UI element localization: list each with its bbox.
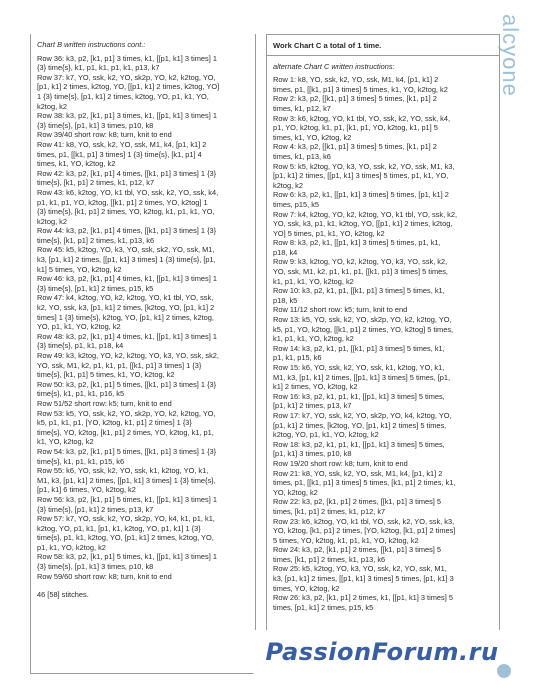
instruction-line: times, p15, k5 — [273, 199, 320, 209]
instruction-line: Row 47: k4, k2tog, YO, k2, k2tog, YO, k1 tbl, YO, ssk, — [37, 293, 214, 303]
instruction-line: Row 49: k3, k2tog, YO, k2, k2tog, YO, k3, YO, ssk, sk2, — [37, 351, 219, 360]
instruction-line: Row 24: k3, p2, [k1, p1] 2 times, [[k1, p1] 3 times] 5 — [273, 545, 442, 555]
instruction-line: [p1, k1] 2 times, k2tog, YO, [[p1, k1] 2 times, k2tog, YO] — [37, 82, 220, 92]
instruction-line: times, YO, k2tog, k2 — [273, 583, 340, 593]
instruction-line: Row 51/52 short row: k5; turn, knit to end — [37, 398, 172, 408]
instruction-line: k2, YO, ssk, k3, [p1, k1] 2 times, [k2tog, YO, [p1, k1] 2 — [37, 303, 215, 313]
instruction-line: Row 6: k3, p2, k1, [[p1, k1] 3 times] 5 times, [p1, k1] 2 — [273, 190, 449, 200]
instruction-line: 5 times, YO, k2tog, k1, p1, k1, YO, k2tog, k2 — [273, 535, 419, 545]
instruction-line: k1] 2 times, YO, k2tog, k2 — [273, 382, 358, 392]
instruction-line: {3} time{s}, [p1, k1] 3 times, p10, k8 — [37, 120, 154, 130]
instruction-line: 1 {3} time{s}, [p1, k1] 2 times, k2tog, YO, p1, k1, YO, — [37, 91, 209, 101]
instruction-line: YO, k2tog, k2 — [273, 487, 318, 497]
instruction-line: time{s}, k1, p1, k1, p16, k5 — [37, 389, 125, 399]
instruction-line: Row 17: k7, YO, ssk, k2, YO, sk2p, YO, k4, k2tog, YO, — [273, 410, 452, 420]
instruction-line: time{s}, YO, k2tog, [k1, p1] 2 times, YO, k2tog, k1, p1, — [37, 427, 214, 437]
instruction-line: Row 1: k8, YO, ssk, k2, YO, ssk, M1, k4, [p1, k1] 2 — [273, 75, 439, 85]
instruction-line: time{s}, [k1, p1] 2 times, k1, p12, k7 — [37, 178, 155, 188]
instruction-line: times, [k1, p1] 2 times, k1, p12, k7 — [273, 506, 386, 516]
instruction-line: p1, k1, p1, YO, k2tog, [[k1, p1] 2 times, YO, k2tog] 1 — [37, 197, 208, 207]
instruction-line: {3} time{s}, [p1, k1] 2 times, p15, k5 — [37, 283, 154, 293]
instruction-line: times, p1, [[k1, p1] 3 times] 5 times, k1, YO, k2tog, k2 — [273, 84, 448, 94]
instruction-line: {3} time{s}, [p1, k1] 3 times, p10, k8 — [37, 562, 154, 572]
instruction-line: times, k1, p12, k7 — [273, 103, 331, 113]
chart-c-instructions — [273, 75, 495, 612]
instruction-line: YO, ssk, M1, k2, p1, k1, p1, [[k1, p1] 3 times] 5 times, — [273, 267, 448, 277]
instruction-line: Row 37: k7, YO, ssk, k2, YO, sk2p, YO, k2, k2tog, YO, — [37, 72, 216, 82]
instruction-line: k2tog, YO, p1, k1, [p1, k1, k2tog, YO, p1, k1] 1 {3} — [37, 523, 201, 533]
instruction-line: {3} time{s}, [p1, k1] 2 times, p13, k7 — [37, 504, 154, 514]
instruction-line: Row 46: k3, p2, [k1, p1] 4 times, k1, [[p1, k1] 3 times] 1 — [37, 274, 217, 284]
chart-b-heading: Chart B written instructions cont.: — [37, 40, 146, 49]
instruction-line: time{s}, [k1, p1] 5 times, k1, YO, k2tog, k2 — [37, 370, 175, 380]
instruction-line: 46 [58] stitches. — [37, 590, 89, 600]
instruction-line: p1, YO, k2tog, k1, p1, [k1, p1, YO, k2tog, k1, p1] 5 — [273, 123, 438, 133]
chart-c-subheading: alternate Chart C written instructions: — [273, 61, 395, 71]
chart-b-column — [30, 34, 256, 674]
instruction-line: Row 43: k6, k2tog, YO, k1 tbl, YO, ssk, k2, YO, ssk, k4, — [37, 187, 219, 197]
instruction-line: p1, k1, p15, k6 — [273, 353, 322, 363]
instruction-line: Row 23: k6, k2tog, YO, k1 tbl, YO, ssk, k2, YO, ssk, k3, — [273, 516, 455, 526]
instruction-line: k1] 5 times, YO, k2tog, k2 — [37, 264, 122, 274]
instruction-line: YO, ssk, k3, p1, k1, k2tog, YO, [[p1, k1] 2 times, k2tog, — [273, 219, 453, 229]
chart-b-instructions — [37, 54, 251, 600]
instruction-line: times, k1, YO, k2tog, k2 — [37, 159, 116, 169]
instruction-line: k5, p1, YO, k2tog, [[k1, p1] 2 times, YO, k2tog] 5 times, — [273, 324, 454, 334]
instruction-line: k3, [p1, k1] 2 times, [[p1, k1] 3 times] 5 times, [p1, k1] 3 — [273, 574, 454, 584]
instruction-line: Row 3: k6, k2tog, YO, k1 tbl, YO, ssk, k2, YO, ssk, k4, — [273, 113, 451, 123]
instruction-line: Row 25: k5, k2tog, YO, k3, YO, ssk, k2, YO, ssk, M1, — [273, 564, 447, 574]
brand-text: alcyone — [498, 14, 523, 97]
instruction-line: YO, ssk, M1, k2, p1, k1, p1, [[k1, p1] 3 times] 1 {3} — [37, 360, 202, 370]
chart-c-heading: Work Chart C a total of 1 time. — [267, 39, 499, 56]
instruction-line: k2tog, k2 — [37, 216, 67, 226]
instruction-line: times, [k1, p1] 2 times, k1, p13, k6 — [273, 554, 386, 564]
instruction-line: time{s}, p1, k1, k2tog, YO, [p1, k1] 2 times, k2tog, YO, — [37, 533, 214, 543]
instruction-line: Row 48: k3, p2, [k1, p1] 4 times, k1, [[p1, k1] 3 times] 1 — [37, 331, 217, 341]
instruction-line: {3} time{s}, [k1, p1] 2 times, YO, k2tog, k1, p1, k1, YO, — [37, 207, 215, 217]
instruction-line: Row 26: k3, p2, [k1, p1] 2 times, k1, [[p1, k1] 3 times] 5 — [273, 593, 453, 603]
instruction-line: times, k1, YO, k2tog, k2 — [273, 132, 352, 142]
instruction-line: Row 56: k3, p2, [k1, p1] 5 times, k1, [[p1, k1] 3 times] 1 — [37, 494, 217, 504]
instruction-line: k1, p1, k1, YO, k2tog, k2 — [273, 334, 354, 344]
instruction-line: [p1, k1] 2 times, [[p1, k1] 3 times] 5 times, p1, k1, YO, — [273, 171, 449, 181]
instruction-line: Row 36: k3, p2, [k1, p1] 3 times, k1, [[p1, k1] 3 times] 1 — [37, 53, 217, 63]
instruction-line: Row 13: k5, YO, ssk, k2, YO, sk2p, YO, k2, k2tog, YO, — [273, 315, 452, 325]
instruction-line: [p1, k1] 6 times, YO, k2tog, k2 — [37, 485, 136, 495]
instruction-line: k5, p1, k1, p1, [YO, k2tog, k1, p1] 2 times] 1 {3} — [37, 418, 192, 428]
instruction-line: Row 15: k6, YO, ssk, k2, YO, ssk, k1, k2tog, YO, k1, — [273, 363, 445, 372]
instruction-line: Row 10: k3, p2, k1, p1, [[k1, p1] 3 times] 5 times, k1, — [273, 286, 445, 296]
instruction-line: Row 57: k7, YO, ssk, k2, YO, sk2p, YO, k4, k1, p1, k1, — [37, 514, 215, 524]
instruction-line: k1, p1, k1, YO, k2tog, k2 — [273, 276, 354, 286]
page-marker — [497, 664, 511, 678]
instruction-line: Row 44: k3, p2, [k1, p1] 4 times, [[k1, p1] 3 times] 1 {3} — [37, 226, 217, 236]
instruction-line: k1, YO, k2tog, k2 — [37, 437, 94, 447]
instruction-line: Row 19/20 short row: k8; turn, knit to end — [273, 458, 408, 468]
instruction-line: p1, k1, YO, k2tog, k2 — [37, 542, 106, 552]
instruction-line: Row 22: k3, p2, [k1, p1] 2 times, [[k1, p1] 3 times] 5 — [273, 497, 442, 507]
instruction-line: YO] 5 times, p1, k1, YO, k2tog, k2 — [273, 228, 385, 238]
instruction-line: Row 39/40 short row: k8; turn, knit to end — [37, 130, 172, 140]
instruction-line: [p1, k1] 3 times, p10, k8 — [273, 449, 352, 459]
instruction-line: Row 45: k5, k2tog, YO, k3, YO, ssk, sk2, YO, ssk, M1, — [37, 245, 215, 255]
instruction-line: Row 21: k8, YO, ssk, k2, YO, ssk, M1, k4, [p1, k1] 2 — [273, 468, 443, 478]
instruction-line: k2tog, YO, p1, k1, YO, k2tog, k2 — [273, 430, 379, 440]
instruction-line: Row 58: k3, p2, [k1, p1] 5 times, k1, [[p1, k1] 3 times] 1 — [37, 552, 217, 562]
instruction-line: Row 38: k3, p2, [k1, p1] 3 times, k1, [[p1, k1] 3 times] 1 — [37, 111, 217, 121]
instruction-line: times, p1, [[k1, p1] 3 times] 1 {3} time{s}, [k1, p1] 4 — [37, 149, 202, 159]
instruction-line: times, k1, p13, k6 — [273, 151, 331, 161]
instruction-line: times] 1 {3} time{s}, k2tog, YO, [p1, k1] 2 times, k2tog, — [37, 312, 214, 322]
instruction-line: times, p1, [[k1, p1] 3 times] 5 times, [k1, p1] 2 times, k1, — [273, 478, 456, 488]
instruction-line: k2tog, k2 — [273, 180, 303, 190]
instruction-line: Row 2: k3, p2, [[k1, p1] 3 times] 5 times, [k1, p1] 2 — [273, 94, 437, 104]
instruction-line: [p1, k1] 2 times, p13, k7 — [273, 401, 352, 411]
brand-logo — [499, 14, 523, 174]
instruction-line: Row 11/12 short row: k5; turn, knit to end — [273, 305, 408, 315]
instruction-line: k2tog, k2 — [37, 101, 67, 111]
watermark: PassionForum.ru — [252, 630, 512, 674]
instruction-line: time{s}, k1, p1, k1, p15, k6 — [37, 456, 125, 466]
instruction-line: p18, k4 — [273, 247, 298, 257]
instruction-line: Row 16: k3, p2, k1, p1, k1, [[p1, k1] 3 times] 5 times, — [273, 391, 445, 401]
instruction-line: {3} time{s}, k1, p1, k1, p1, k1, p13, k7 — [37, 63, 160, 73]
instruction-line: Row 9: k3, k2tog, YO, k2, k2tog, YO, k3, YO, ssk, k2, — [273, 257, 448, 267]
instruction-line: Row 8: k3, p2, k1, [[p1, k1] 3 times] 5 times, p1, k1, — [273, 238, 441, 248]
instruction-line: Row 55: k6, YO, ssk, k2, YO, ssk, k1, k2tog, YO, k1, — [37, 466, 209, 476]
instruction-line — [37, 581, 251, 590]
instruction-line: M1, k3, [p1, k1] 2 times, [[p1, k1] 3 times] 1 {3} time{s}, — [37, 475, 216, 485]
instruction-line: {3} time{s}, p1, k1, p18, k4 — [37, 341, 124, 351]
instruction-line: p18, k5 — [273, 295, 298, 305]
instruction-line: Row 7: k4, k2tog, YO, k2, k2tog, YO, k1 tbl, YO, ssk, k2, — [273, 209, 458, 219]
instruction-line: time{s}, [k1, p1] 2 times, k1, p13, k6 — [37, 235, 155, 245]
instruction-line: Row 59/60 short row: k8; turn, knit to end — [37, 571, 172, 581]
instruction-line: Row 4: k3, p2, [[k1, p1] 3 times] 5 times, [k1, p1] 2 — [273, 142, 437, 152]
instruction-line: Row 18: k3, p2, k1, p1, k1, [[p1, k1] 3 times] 5 times, — [273, 439, 445, 449]
chart-c-column — [266, 34, 500, 674]
instruction-line: Row 14: k3, p2, k1, p1, [[k1, p1] 3 times] 5 times, k1, — [273, 343, 445, 353]
instruction-line: times, [p1, k1] 2 times, p15, k5 — [273, 602, 374, 612]
instruction-line: M1, k3, [p1, k1] 2 times, [[p1, k1] 3 times] 5 times, [p1, — [273, 372, 451, 382]
instruction-line: Row 54: k3, p2, [k1, p1] 5 times, [[k1, p1] 3 times] 1 {3} — [37, 446, 217, 456]
instruction-line: [p1, k1] 2 times, [k2tog, YO, [p1, k1] 2 times] 5 times, — [273, 420, 447, 430]
instruction-line: Row 41: k8, YO, ssk, k2, YO, ssk, M1, k4, [p1, k1] 2 — [37, 139, 207, 149]
instruction-line: YO, k2tog, [k1, p1] 2 times, [YO, k2tog, [k1, p1] 2 times] — [273, 526, 456, 536]
instruction-line: Row 50: k3, p2, [k1, p1] 5 times, [[k1, p1] 3 times] 1 {3} — [37, 379, 217, 389]
instruction-line: YO, p1, k1, YO, k2tog, k2 — [37, 322, 121, 332]
instruction-line: k3, [p1, k1] 2 times, [[p1, k1] 3 times] 1 {3} time{s}, [p1, — [37, 255, 216, 265]
instruction-line: Row 5: k5, k2tog, YO, k3, YO, ssk, k2, YO, ssk, M1, k3, — [273, 161, 455, 171]
instruction-line: Row 42: k3, p2, [k1, p1] 4 times, [[k1, p1] 3 times] 1 {3} — [37, 168, 217, 178]
instruction-line: Row 53: k5, YO, ssk, k2, YO, sk2p, YO, k2, k2tog, YO, — [37, 408, 216, 418]
